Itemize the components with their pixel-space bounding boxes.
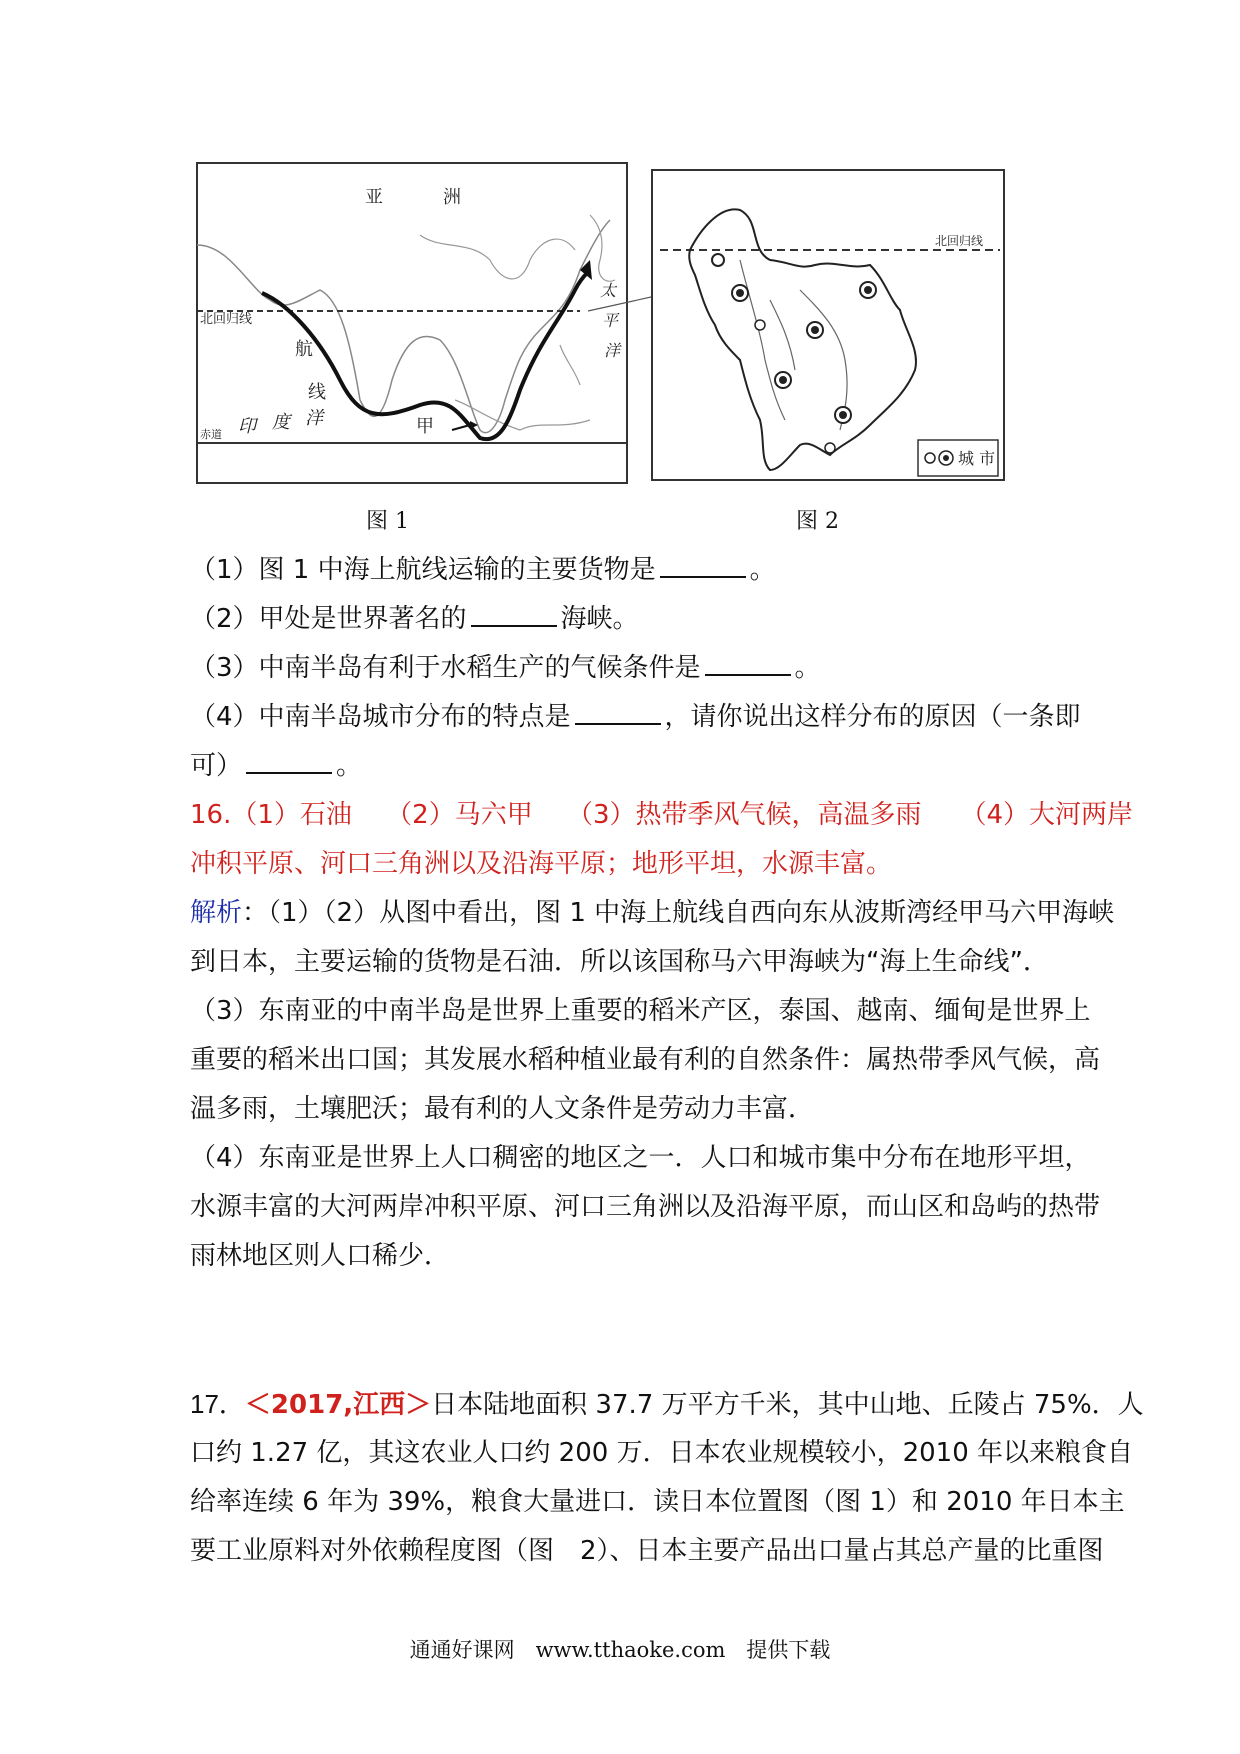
- question-17-line-2: 口约 1.27 亿，其这农业人口约 200 万．日本农业规模较小，2010 年以来粮食自: [190, 1438, 1134, 1468]
- question-1: [190, 554, 1070, 586]
- answer-blank: [705, 652, 791, 676]
- question-4-text: （4）中南半岛城市分布的特点是: [190, 702, 571, 732]
- map-label-asia-2: 洲: [443, 187, 461, 208]
- map-label-ocean-2: 度: [272, 412, 290, 433]
- analysis-line-1: [190, 897, 1115, 929]
- map-label-jia: 甲: [416, 416, 434, 437]
- question-1-end: 。: [749, 555, 776, 585]
- answer-16-line-1: 16.（1）石油 （2）马六甲 （3）热带季风气候，高温多雨 （4）大河两岸: [190, 800, 1134, 830]
- map-label-tropic: 北回归线: [200, 312, 253, 327]
- answer-blank: [660, 554, 746, 578]
- question-3: [190, 652, 1070, 684]
- map2-label-tropic: 北回归线: [935, 234, 984, 248]
- answer-16-line-2: 冲积平原、河口三角洲以及沿海平原；地形平坦，水源丰富。: [190, 849, 893, 879]
- figure-2-caption: 图 2: [796, 509, 839, 534]
- question-1-text: （1）图 1 中海上航线运输的主要货物是: [190, 555, 656, 585]
- question-4: [190, 701, 1081, 733]
- figure-2-map: [652, 170, 1004, 480]
- question-4-text2: 可）: [190, 751, 243, 781]
- question-4-cont: [190, 750, 1070, 782]
- analysis-line-3: （3）东南亚的中南半岛是世界上重要的稻米产区，泰国、越南、缅甸是世界上: [190, 996, 1091, 1026]
- question-17-line-3: 给率连续 6 年为 39%，粮食大量进口．读日本位置图（图 1）和 2010 年日本主: [190, 1487, 1125, 1517]
- answer-blank: [471, 603, 557, 627]
- map-label-equator: 赤道: [200, 428, 222, 441]
- map-label-ocean-1: 印: [238, 416, 256, 437]
- analysis-line-2: 到日本，主要运输的货物是石油．所以该国称马六甲海峡为“海上生命线”．: [190, 947, 1049, 977]
- map-label-pacific-2: 平: [602, 311, 619, 330]
- map-label-route-2: 线: [308, 382, 326, 403]
- map-label-asia-1: 亚: [365, 187, 383, 208]
- map-label-pacific-1: 太: [600, 281, 617, 300]
- question-2: [190, 603, 1070, 635]
- question-17-source-tag: ＜2017,江西＞: [244, 1390, 432, 1420]
- analysis-line-5: 温多雨，土壤肥沃；最有利的人文条件是劳动力丰富．: [190, 1094, 815, 1124]
- question-17-number: 17．: [190, 1389, 245, 1419]
- analysis-text-1: ：（1）（2）从图中看出，图 1 中海上航线自西向东从波斯湾经甲马六甲海峡: [242, 898, 1115, 928]
- question-3-text: （3）中南半岛有利于水稻生产的气候条件是: [190, 653, 701, 683]
- map2-legend-label: 城 市: [958, 449, 996, 468]
- question-2-text: （2）甲处是世界著名的: [190, 604, 467, 634]
- page-footer: 通通好课网 www.tthaoke.com 提供下载: [409, 1638, 831, 1662]
- question-17-line-4: 要工业原料对外依赖程度图（图 2）、日本主要产品出口量占其总产量的比重图: [190, 1536, 1104, 1566]
- question-17-line-1: [190, 1388, 1144, 1421]
- question-4-end: 。: [336, 751, 363, 781]
- analysis-line-7: 水源丰富的大河两岸冲积平原、河口三角洲以及沿海平原，而山区和岛屿的热带: [190, 1192, 1101, 1222]
- question-3-end: 。: [794, 653, 821, 683]
- analysis-line-4: 重要的稻米出口国；其发展水稻种植业最有利的自然条件：属热带季风气候，高: [190, 1045, 1101, 1075]
- question-2-end: 海峡。: [560, 604, 639, 634]
- figure-1-caption: 图 1: [366, 509, 409, 534]
- analysis-label: 解析: [190, 898, 243, 928]
- analysis-line-8: 雨林地区则人口稀少．: [190, 1241, 451, 1271]
- figures-area: [0, 0, 1240, 560]
- question-4-mid: ，请你说出这样分布的原因（一条即: [664, 702, 1081, 732]
- map-label-pacific-3: 洋: [604, 341, 621, 360]
- question-17-text-1: 日本陆地面积 37.7 万平方千米，其中山地、丘陵占 75%．人: [431, 1390, 1144, 1420]
- map-label-ocean-3: 洋: [305, 408, 323, 429]
- answer-blank: [246, 750, 332, 774]
- map-label-route-1: 航: [295, 339, 313, 360]
- answer-blank: [575, 701, 661, 725]
- analysis-line-6: （4）东南亚是世界上人口稠密的地区之一．人口和城市集中分布在地形平坦，: [190, 1143, 1091, 1173]
